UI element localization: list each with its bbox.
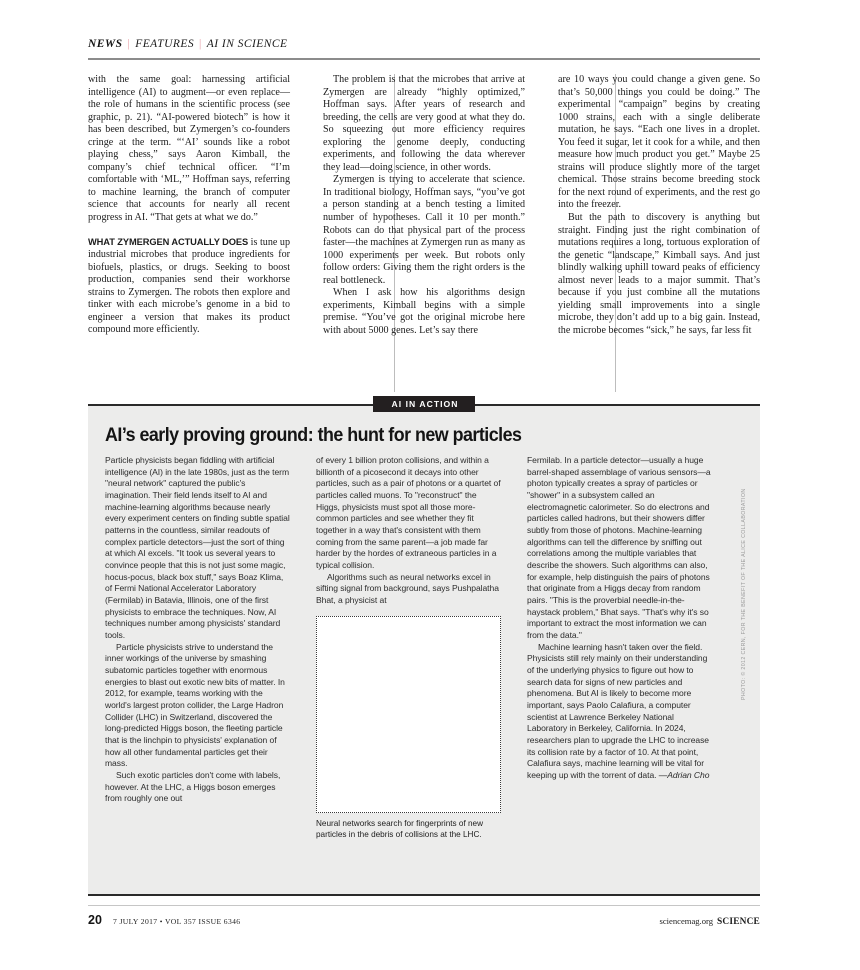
paragraph: Fermilab. In a particle detector—usually a huge barrel-shaped assemblage of various sensors—a photon typically creates a spray of particles or "shower" in a subsystem called an electromagnetic calorimeter. So do electrons and particles called hadrons, but their showers differ subtly from those of photons. Machine-learning algorithms can tell the difference by sniffing out correlations among the multiple variables that describe the showers. Such algorithms can also, for example, help distinguish the pairs of photons that originate from a Higgs decay from random pairs. "This is the proverbial needle-in-the-haystack problem," Bhat says. "That's why it's so important to extract the most information we can from the data." bbox=[527, 455, 711, 641]
running-head-item-ai-in-science: AI IN SCIENCE bbox=[206, 38, 288, 50]
running-head-separator-1: | bbox=[127, 38, 131, 50]
paragraph-text: is tune up industrial microbes that produce ingredients for biofuels, plastics, or drugs. Seeking to boost production, companies send their workhorse strains to Zymergen. The robots then explore and tinker with each microbe’s genome in a bid to engineer a version that makes its product compound more efficiently. bbox=[88, 236, 290, 336]
paragraph: Particle physicists strive to understand the inner workings of the universe by smashing subatomic particles together with enormous energies to blast out exotic new bits of matter. In 2012, for example, teams working with the world's largest proton collider, the Large Hadron Collider (LHC) in Switzerland, discovered the long-predicted Higgs boson, the fleeting particle that is the linchpin to physicists' explanation of how all other fundamental particles get their mass. bbox=[105, 641, 285, 769]
sidebar-ribbon-wrap bbox=[88, 395, 760, 413]
paragraph: Particle physicists began fiddling with artificial intelligence (AI) in the late 1980s, just as the term "neural network" captured the public's imagination. Their field lends itself to AI and machine-learning algorithms because nearly every experiment centers on finding subtle spatial patterns in the countless, similar readouts of complex particle detectors—just the sort of thing at which AI excels. "It took us several years to convince people that this is not just some magic, hocus-pocus, black box stuff," says Boaz Klima, of Fermi National Accelerator Laboratory (Fermilab) in Batavia, Illinois, one of the first physicists to embrace the techniques. Now, AI techniques number among physicists' standard tools. bbox=[105, 455, 290, 641]
sidebar-column-1 bbox=[105, 455, 290, 840]
paragraph: Such exotic particles don't come with labels, however. At the LHC, a Higgs boson emerges from roughly one out bbox=[105, 770, 281, 804]
publication-label: SCIENCE bbox=[717, 917, 760, 927]
photo-credit: PHOTO: © 2012 CERN, FOR THE BENEFIT OF THE ALICE COLLABORATION bbox=[741, 488, 747, 700]
sidebar-headline: AI’s early proving ground: the hunt for new particles bbox=[105, 425, 522, 446]
page-number: 20 bbox=[88, 913, 102, 927]
paragraph-with-byline bbox=[527, 642, 712, 782]
paragraph: The problem is that the microbes that arrive at Zymergen are already “highly optimized,” Hoffman says. After years of research and breeding, the cells are very good at what they do. So squeezing out more efficiency requires exploring the genome deeply, conducting experiments, and following the data wherever they lead—doing science, in other words. bbox=[323, 74, 525, 173]
running-head bbox=[88, 38, 760, 50]
paragraph: When I ask how his algorithms design experiments, Kimball begins with a simple premise. “You’ve got the original microbe here with about 5000 genes. Let’s say there bbox=[323, 287, 525, 336]
sidebar-ribbon-label: AI IN ACTION bbox=[373, 396, 476, 413]
running-head-rule bbox=[88, 58, 760, 60]
main-column-3 bbox=[558, 74, 760, 384]
runin-heading: WHAT ZYMERGEN ACTUALLY DOES bbox=[88, 236, 249, 247]
sidebar-column-2 bbox=[316, 455, 501, 840]
main-column-2 bbox=[323, 74, 525, 384]
paragraph: of every 1 billion proton collisions, and within a billionth of a picosecond it decays into other particles, such as a pair of photons or a quartet of particles called muons. To "reconstruct" the Higgs, physicists must spot all those more-common particles and see whether they fit together in a way that's consistent with them coming from the same parent—a job made far harder by the hordes of extraneous particles in a typical collision. bbox=[316, 455, 501, 571]
main-column-1 bbox=[88, 74, 290, 384]
paragraph: Algorithms such as neural networks excel in sifting signal from background, says Pushpalatha Bhat, a physicist at bbox=[316, 571, 499, 606]
footer-right bbox=[659, 916, 760, 927]
footer-rule bbox=[88, 905, 760, 906]
collision-event-photo bbox=[316, 616, 501, 813]
paragraph-text: Machine learning hasn't taken over the field. Physicists still rely mainly on their understanding of the underlying physics to figure out how to search data for signs of new particles and phenomena. But AI is likely to become more important, says Paolo Calafiura, a computer scientist at Lawrence Berkeley National Laboratory in Berkeley, California. In 2024, researchers plan to upgrade the LHC to increase its collision rate by a factor of 10. At that point, Calafiura says, machine learning will be vital for keeping up with the torrent of data. bbox=[527, 641, 709, 781]
paragraph: with the same goal: harnessing artificial intelligence (AI) to augment—or even replace—the role of humans in the scientific process (see graphic, p. 21). “AI-powered biotech” is how it has been described, but Zymergen’s co-founders cringe at the term. “‘AI’ sounds like a robot playing chess,” says Aaron Kimball, the company’s chief technical officer. “I’m comfortable with ‘ML,’” Hoffman says, referring to machine learning, the branch of computer science that accounts for nearly all recent progress in AI. “That gets at what we do.” bbox=[88, 74, 290, 224]
issue-line: 7 JULY 2017 • VOL 357 ISSUE 6346 bbox=[113, 917, 241, 926]
photo-caption: Neural networks search for fingerprints of new particles in the debris of collisions at the LHC. bbox=[316, 818, 484, 839]
running-head-section: NEWS bbox=[88, 38, 123, 50]
running-head-separator-2: | bbox=[199, 38, 202, 50]
website-label: sciencemag.org bbox=[659, 916, 713, 926]
paragraph: are 10 ways you could change a given gene. So that’s 50,000 things you could be doing.” The experimental “campaign” begins by creating 1000 strains, each with a single deliberate mutation, he says. “Each one lives in a droplet. You feed it sugar, let it cook for a while, and then measure how much product you get.” Maybe 25 strains will produce slightly more of the target chemical. Those strains become breeding stock for the next round of experiments, and the rest go into the freezer. bbox=[558, 74, 760, 211]
main-article-columns bbox=[88, 74, 760, 384]
sidebar-columns bbox=[105, 455, 713, 840]
running-head-item-features: FEATURES bbox=[135, 38, 195, 50]
paragraph: Zymergen is trying to accelerate that science. In traditional biology, Hoffman says, “you’ve got a person standing at a bench testing a limited number of hypotheses. Call it 10 per month.” Robots can do that physical part of the process faster—the machines at Zymergen run as many as 1000 experiments per week. But robots only follow orders: Giving them the right orders is the real bottleneck. bbox=[323, 174, 525, 286]
paragraph-with-runin bbox=[88, 236, 290, 337]
byline: —Adrian Cho bbox=[658, 770, 710, 781]
paragraph: But the path to discovery is anything but straight. Finding just the right combination of mutations requires a long, tortuous exploration of the genetic “landscape,” Kimball says. And just blindly walking uphill toward peaks of efficiency almost never leads to a major summit. That’s because if you just combine all the mutations yielding small improvements into a single microbe, they don’t add up to a big gain. Instead, the microbe becomes “sick,” he says, far less fit bbox=[558, 212, 760, 336]
sidebar-column-3 bbox=[527, 455, 712, 840]
